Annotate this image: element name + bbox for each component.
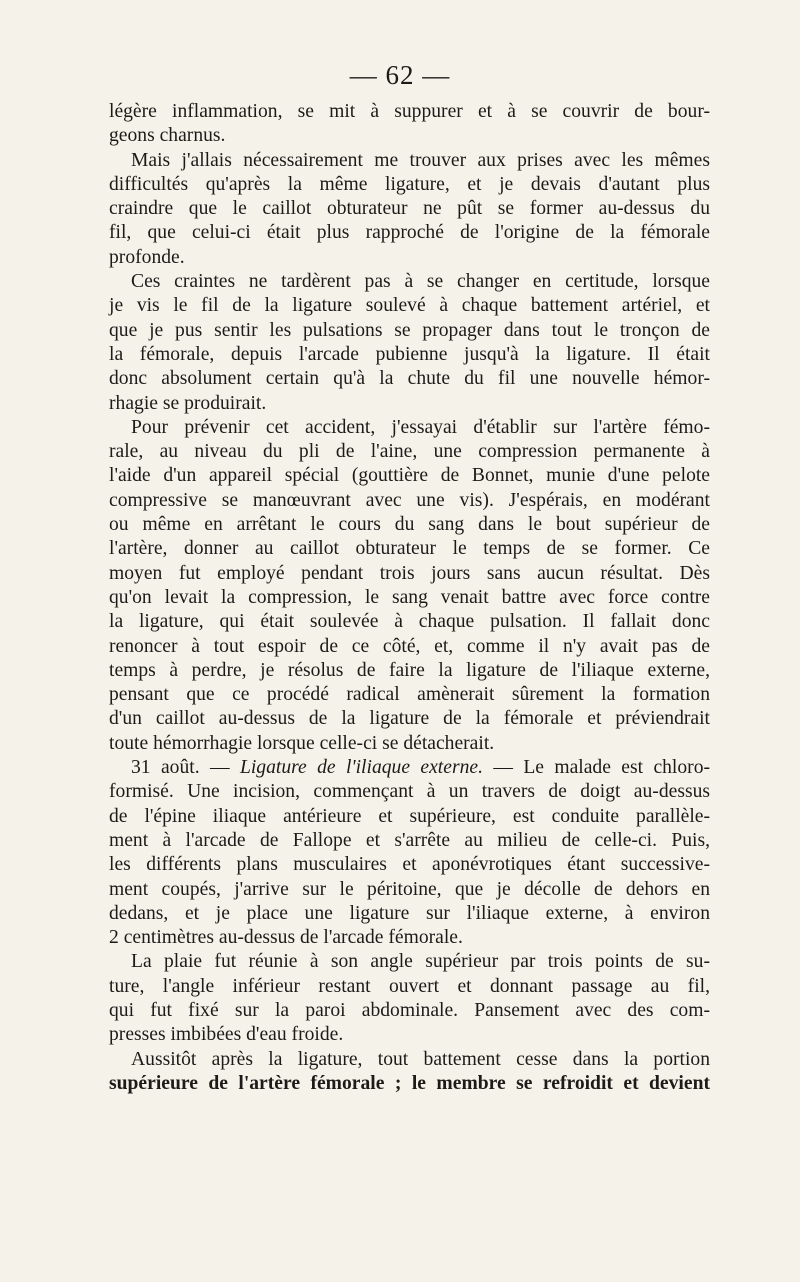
text-line: je vis le fil de la ligature soulevé à chaque battement artériel, et bbox=[109, 295, 710, 317]
text-line: ture, l'angle inférieur restant ouvert et donnant passage au fil, bbox=[109, 975, 710, 997]
heading-date: 31 août. bbox=[131, 757, 200, 779]
text-line: temps à perdre, je résolus de faire la ligature de l'iliaque externe, bbox=[109, 659, 710, 681]
text-line: compressive se manœuvrant avec une vis). J'espérais, en modérant bbox=[109, 489, 710, 511]
text-line: les différents plans musculaires et aponévrotiques étant successive- bbox=[109, 854, 710, 876]
text-line: renoncer à tout espoir de ce côté, et, comme il n'y avait pas de bbox=[109, 635, 710, 657]
page-number: — 62 — bbox=[349, 60, 451, 90]
text-line: rale, au niveau du pli de l'aine, une compression permanente à bbox=[109, 441, 710, 463]
text-line: geons charnus. bbox=[109, 125, 226, 147]
text-line: 2 centimètres au-dessus de l'arcade fémorale. bbox=[109, 927, 463, 949]
text-line: l'artère, donner au caillot obturateur le temps de se former. Ce bbox=[109, 538, 710, 560]
text-line: Mais j'allais nécessairement me trouver aux prises avec les mêmes bbox=[131, 149, 710, 171]
text-line: profonde. bbox=[109, 246, 185, 268]
text-line: La plaie fut réunie à son angle supérieur par trois points de su- bbox=[131, 951, 710, 973]
text-line: Aussitôt après la ligature, tout battement cesse dans la portion bbox=[131, 1048, 710, 1070]
text-line: d'un caillot au-dessus de la ligature de la fémorale et préviendrait bbox=[109, 708, 710, 730]
heading-rest: — Le malade est chloro- bbox=[482, 757, 711, 779]
text-line: toute hémorrhagie lorsque celle-ci se détacherait. bbox=[109, 732, 495, 754]
text-line: presses imbibées d'eau froide. bbox=[109, 1024, 344, 1046]
heading-title: Ligature de l'iliaque externe. bbox=[239, 757, 483, 779]
text-line: ou même en arrêtant le cours du sang dans le bout supérieur de bbox=[109, 514, 710, 536]
text-line: la ligature, qui était soulevée à chaque pulsation. Il fallait donc bbox=[109, 611, 710, 633]
text-line: donc absolument certain qu'à la chute du fil une nouvelle hémor- bbox=[109, 368, 710, 390]
text-line: rhagie se produirait. bbox=[109, 392, 267, 414]
text-line: la fémorale, depuis l'arcade pubienne jusqu'à la ligature. Il était bbox=[109, 343, 710, 365]
text-line: supérieure de l'artère fémorale ; le membre se refroidit et devient bbox=[109, 1072, 710, 1094]
text-line: qui fut fixé sur la paroi abdominale. Pansement avec des com- bbox=[109, 999, 710, 1021]
text-line: Pour prévenir cet accident, j'essayai d'établir sur l'artère fémo- bbox=[131, 416, 710, 438]
text-line: fil, que celui-ci était plus rapproché de l'origine de la fémorale bbox=[109, 222, 710, 244]
text-line: Ces craintes ne tardèrent pas à se changer en certitude, lorsque bbox=[131, 271, 710, 293]
text-line: l'aide d'un appareil spécial (gouttière de Bonnet, munie d'une pelote bbox=[109, 465, 710, 487]
text-line: légère inflammation, se mit à suppurer et à se couvrir de bour- bbox=[109, 101, 710, 122]
text-line: moyen fut employé pendant trois jours sans aucun résultat. Dès bbox=[109, 562, 710, 584]
text-line: ment à l'arcade de Fallope et s'arrête au milieu de celle-ci. Puis, bbox=[109, 829, 710, 851]
text-line: difficultés qu'après la même ligature, et je devais d'autant plus bbox=[109, 173, 710, 195]
dated-heading-line: 31 août. — Ligature de l'iliaque externe. — Le malade est chloro- bbox=[131, 757, 711, 779]
body-text bbox=[109, 100, 710, 1096]
text-line: pensant que ce procédé radical amènerait sûrement la formation bbox=[109, 684, 710, 706]
text-line: formisé. Une incision, commençant à un travers de doigt au-dessus bbox=[109, 781, 710, 803]
text-line: ment coupés, j'arrive sur le péritoine, que je décolle de dehors en bbox=[109, 878, 710, 900]
text-line: que je pus sentir les pulsations se propager dans tout le tronçon de bbox=[109, 319, 710, 341]
text-line: qu'on levait la compression, le sang venait battre avec force contre bbox=[109, 586, 710, 608]
text-line: craindre que le caillot obturateur ne pût se former au-dessus du bbox=[109, 198, 710, 220]
text-line: de l'épine iliaque antérieure et supérieure, est conduite parallèle- bbox=[109, 805, 710, 827]
text-line: dedans, et je place une ligature sur l'iliaque externe, à environ bbox=[109, 902, 710, 924]
